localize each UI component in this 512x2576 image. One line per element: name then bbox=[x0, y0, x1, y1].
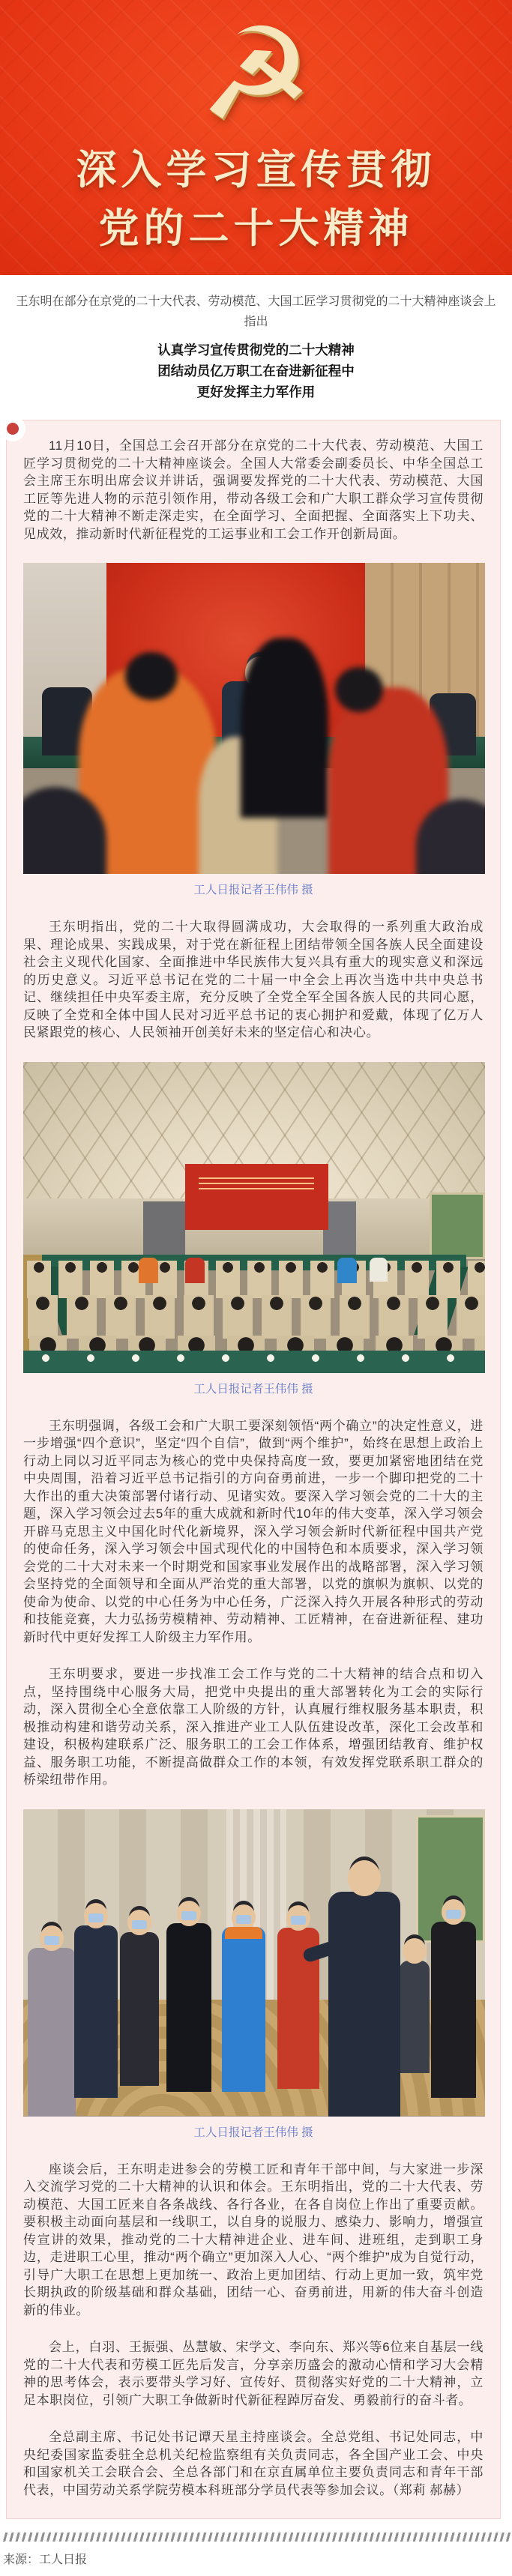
photo-person bbox=[222, 1927, 265, 2092]
meeting-photo-group-talk bbox=[23, 1809, 485, 2117]
photo-attendee-row bbox=[23, 1295, 485, 1339]
article-paragraph: 王东明强调，各级工会和广大职工要深刻领悟“两个确立”的决定性意义，进一步增强“四个意识”，坚定“四个自信”，做到“两个维护”，始终在思想上政治上行动上同以习近平同志为核心的党中央保持高度一致，要更加紧密地团结在党中央周围，沿着习近平总书记指引的方向奋勇前进，一步一个脚印把党的二十大作出的重大决策部署付诸行动、见诸实效。要深入学习领会党的二十大的主题，深入学习领会过去5年的重大成就和新时代10年的伟大变革，深入学习领会开辟马克思主义中国化时代化新境界，深入学习领会新时代新征程中国共产党的使命任务，深入学习领会中国式现代化的中国特色和本质要求，深入学习领会党的二十大对未来一个时期党和国家事业发展作出的战略部署，深入学习领会坚持党的全面领导和全面从严治党的重大部署，以党的旗帜为旗帜、以党的使命为使命、以党的中心任务为中心任务，广泛深入持久开展各种形式的劳动和技能竞赛，大力弘扬劳模精神、劳动精神、工匠精神，在奋进新征程、建功新时代中更好发挥工人阶级主力军作用。 bbox=[23, 1418, 484, 1644]
header-banner bbox=[0, 0, 512, 275]
photo-shape bbox=[337, 1258, 357, 1283]
article-paragraph: 王东明指出，党的二十大取得圆满成功，大会取得的一系列重大政治成果、理论成果、实践成果，对于党在新征程上团结带领全国各族人民全面建设社会主义现代化国家、全面推进中华民族伟大复兴具有重大的现实意义和深远的历史意义。习近平总书记在党的二十届一中全会上再次当选中共中央总书记、继续担任中央军委主席，充分反映了全党全军全国各族人民的共同心愿，反映了全党和全体中国人民对习近平总书记的衷心拥护和爱戴，体现了亿万人民紧跟党的核心、人民领袖开创美好未来的坚定信心和决心。 bbox=[23, 920, 484, 1040]
photo-shape bbox=[323, 1201, 355, 1255]
photo-shape bbox=[143, 1201, 184, 1255]
article-paragraph: 会上，白羽、王振强、丛慧敏、宋学文、李向东、郑兴等6位来自基层一线党的二十大代表和劳模工匠先后发言，分享亲历盛会的激动心情和学习大会精神的思考体会，表示要带头学习好、宣传好、贯彻落实好党的二十大精神，立足本职岗位，引领广大职工争做新时代新征程踔厉奋发、勇毅前行的奋斗者。 bbox=[23, 2340, 484, 2407]
photo-person bbox=[166, 1923, 211, 2092]
article-card bbox=[6, 420, 501, 2519]
meeting-photo-hall bbox=[23, 1062, 485, 1373]
photo-person bbox=[74, 1925, 118, 2098]
hatched-divider bbox=[1, 2533, 511, 2542]
photo-shape bbox=[430, 1192, 485, 1259]
card-corner-dot-decoration bbox=[0, 416, 25, 441]
headline-line-3: 更好发挥主力军作用 bbox=[196, 384, 316, 399]
photo-shape bbox=[125, 652, 178, 700]
photo-shape bbox=[241, 638, 328, 818]
banner-title-line1: 深入学习宣传贯彻 bbox=[76, 148, 436, 193]
photo-person-leader bbox=[328, 1892, 400, 2117]
photo-shape bbox=[139, 1258, 158, 1283]
photo-person bbox=[120, 1932, 159, 2086]
article-subtitle: 王东明在部分在京党的二十大代表、劳动模范、大国工匠学习贯彻党的二十大精神座谈会上指出 bbox=[16, 295, 496, 328]
party-emblem-icon: ☭ bbox=[199, 1, 313, 149]
photo-person bbox=[400, 1961, 430, 2073]
article-paragraph: 王东明要求，要进一步找准工会工作与党的二十大精神的结合点和切入点，坚持围绕中心服务大局，把党中央提出的重大部署转化为工会的实际行动，深入贯彻全心全意依靠工人阶级的方针，认真履行维权服务基本职责，积极推动构建和谐劳动关系，深入推进产业工人队伍建设改革，深化工会改革和建设，积极构建联系广泛、服务职工的工会工作体系，增强团结教育、维护权益、服务职工功能，不断提高做群众工作的本领，有效发挥党联系职工群众的桥梁纽带作用。 bbox=[23, 1667, 484, 1787]
photo-caption: 工人日报记者王伟伟 摄 bbox=[193, 1382, 313, 1396]
photo-attendee-row bbox=[23, 1261, 485, 1298]
article-paragraph: 11月10日，全国总工会召开部分在京党的二十大代表、劳动模范、大国工匠学习贯彻党的二十大精神座谈会。全国人大常委会副委员长、中华全国总工会主席王东明出席会议并讲话，强调要发挥党的二十大代表、劳动模范、大国工匠等先进人物的示范引领作用，带动各级工会和广大职工群众学习宣传贯彻党的二十大精神不断走深走实，在全面学习、全面把握、全面落实上下功夫、见成效，推动新时代新征程党的工运事业和工会工作开创新局面。 bbox=[23, 438, 484, 541]
headline-line-2: 团结动员亿万职工在奋进新征程中 bbox=[157, 364, 355, 378]
photo-caption: 工人日报记者王伟伟 摄 bbox=[193, 2126, 313, 2139]
photo-person bbox=[431, 1922, 476, 2098]
photo-shape bbox=[199, 1174, 314, 1189]
article-paragraph: 座谈会后，王东明走进参会的劳模工匠和青年干部中间，与大家进一步深入交流学习党的二十大精神的认识和体会。王东明指出，党的二十大代表、劳动模范、大国工匠来自各条战线、各行各业，在各自岗位上作出了重要贡献。要积极主动面向基层和一线职工，以自身的说服力、感染力、影响力，增强宣传宣讲的效果，推动党的二十大精神进企业、进车间、进班组，走到职工身边，走进职工心里，推动“两个确立”更加深入人心、“两个维护”成为自觉行动，引导广大职工在思想上更加统一、政治上更加团结、行动上更加一致，筑牢党长期执政的阶级基础和群众基础，团结一心、奋勇前进，用新的伟大奋斗创造新的伟业。 bbox=[23, 2162, 484, 2317]
meeting-photo-rostrum bbox=[23, 563, 485, 874]
photo-shape bbox=[185, 1258, 205, 1283]
headline-line-1: 认真学习宣传贯彻党的二十大精神 bbox=[157, 343, 355, 358]
article-headlines bbox=[12, 340, 500, 402]
article-paragraph: 全总副主席、书记处书记谭天星主持座谈会。全总党组、书记处同志，中央纪委国家监委驻全总机关纪检监察组有关负责同志，各全国产业工会、中央和国家机关工会联合会、全总各部门和在京直属单位主要负责同志和青年干部代表，中国劳动关系学院劳模本科班部分学员代表等参加会议。（郑莉 郝赫） bbox=[23, 2430, 484, 2497]
photo-shape bbox=[225, 1927, 262, 1939]
source-label: 来源：工人日报 bbox=[3, 2554, 88, 2566]
photo-person bbox=[28, 1948, 76, 2117]
banner-title-line2: 党的二十大精神 bbox=[98, 206, 414, 251]
photo-shape bbox=[370, 1258, 388, 1282]
photo-caption: 工人日报记者王伟伟 摄 bbox=[193, 884, 313, 896]
photo-shape bbox=[23, 1351, 485, 1372]
